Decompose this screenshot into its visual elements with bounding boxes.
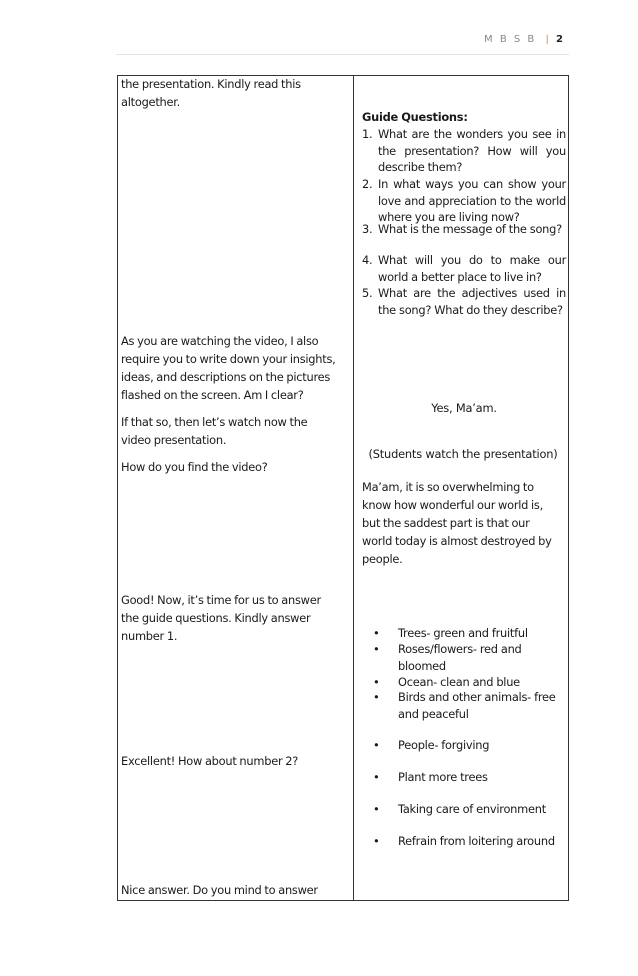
question-text: What is the message of the song? [378, 222, 562, 236]
guide-question [362, 221, 566, 238]
teacher-line: As you are watching the video, I also [121, 334, 319, 348]
answer-bullet-item [373, 833, 568, 850]
bullet-icon: • [373, 834, 380, 848]
school-initials: M B S B [484, 34, 537, 45]
teacher-line: Good! Now, it’s time for us to answer [121, 593, 321, 607]
guide-question [362, 176, 566, 226]
teacher-line: the guide questions. Kindly answer [121, 611, 311, 625]
answer-bullet-item [373, 689, 568, 722]
guide-question [362, 285, 566, 318]
question-number: 4. [362, 253, 373, 267]
teacher-line: video presentation. [121, 433, 227, 447]
student-response-line: Ma’am, it is so overwhelming to [362, 480, 534, 494]
page-number: 2 [556, 34, 563, 45]
question-text: In what ways you can show your love and appreciation to the world where you are living now? [378, 177, 566, 224]
teacher-line: number 1. [121, 629, 178, 643]
teacher-line: flashed on the screen. Am I clear? [121, 388, 304, 402]
column-divider [353, 75, 354, 901]
student-response-line: but the saddest part is that our [362, 516, 530, 530]
teacher-line: require you to write down your insights, [121, 352, 336, 366]
bullet-icon: • [373, 690, 380, 704]
answer-text: Refrain from loitering around [398, 834, 555, 848]
guide-question [362, 252, 566, 285]
teacher-line: ideas, and descriptions on the pictures [121, 370, 331, 384]
student-response-line: world today is almost destroyed by [362, 534, 552, 548]
question-number: 3. [362, 222, 373, 236]
question-number: 5. [362, 286, 373, 300]
answer-text: People- forgiving [398, 738, 490, 752]
student-action: (Students watch the presentation) [368, 447, 558, 461]
answer-text: Taking care of environment [398, 802, 546, 816]
answer-bullet-item [373, 737, 568, 754]
question-number: 1. [362, 127, 373, 141]
answer-text: Roses/flowers- red and bloomed [398, 642, 522, 673]
teacher-line: Nice answer. Do you mind to answer [121, 883, 318, 897]
bullet-icon: • [373, 802, 380, 816]
teacher-line: altogether. [121, 95, 181, 109]
bullet-icon: • [373, 675, 380, 689]
bullet-icon: • [373, 770, 380, 784]
teacher-line: If that so, then let’s watch now the [121, 415, 308, 429]
header-rule [116, 54, 569, 55]
teacher-line: Excellent! How about number 2? [121, 754, 299, 768]
answer-text: Birds and other animals- free and peaceful [398, 690, 556, 721]
question-text: What are the adjectives used in the song? What do they describe? [378, 286, 566, 317]
student-response-line: people. [362, 552, 403, 566]
answer-bullet-item [373, 769, 568, 786]
teacher-line: the presentation. Kindly read this [121, 77, 301, 91]
guide-questions-title: Guide Questions: [362, 110, 468, 124]
question-text: What are the wonders you see in the presentation? How will you describe them? [378, 127, 566, 174]
question-text: What will you do to make our world a better place to live in? [378, 253, 566, 284]
page-header [484, 34, 563, 45]
student-response-line: know how wonderful our world is, [362, 498, 543, 512]
answer-bullet-item [373, 625, 568, 642]
answer-text: Plant more trees [398, 770, 488, 784]
guide-question [362, 126, 566, 176]
answer-text: Ocean- clean and blue [398, 675, 520, 689]
answer-text: Trees- green and fruitful [398, 626, 528, 640]
bullet-icon: • [373, 626, 380, 640]
answer-bullet-item [373, 801, 568, 818]
bullet-icon: • [373, 738, 380, 752]
header-separator: | [545, 34, 549, 45]
question-number: 2. [362, 177, 373, 191]
bullet-icon: • [373, 642, 380, 656]
student-response-yes: Yes, Ma’am. [431, 401, 497, 415]
teacher-line: How do you find the video? [121, 460, 268, 474]
answer-bullet-item [373, 641, 568, 674]
